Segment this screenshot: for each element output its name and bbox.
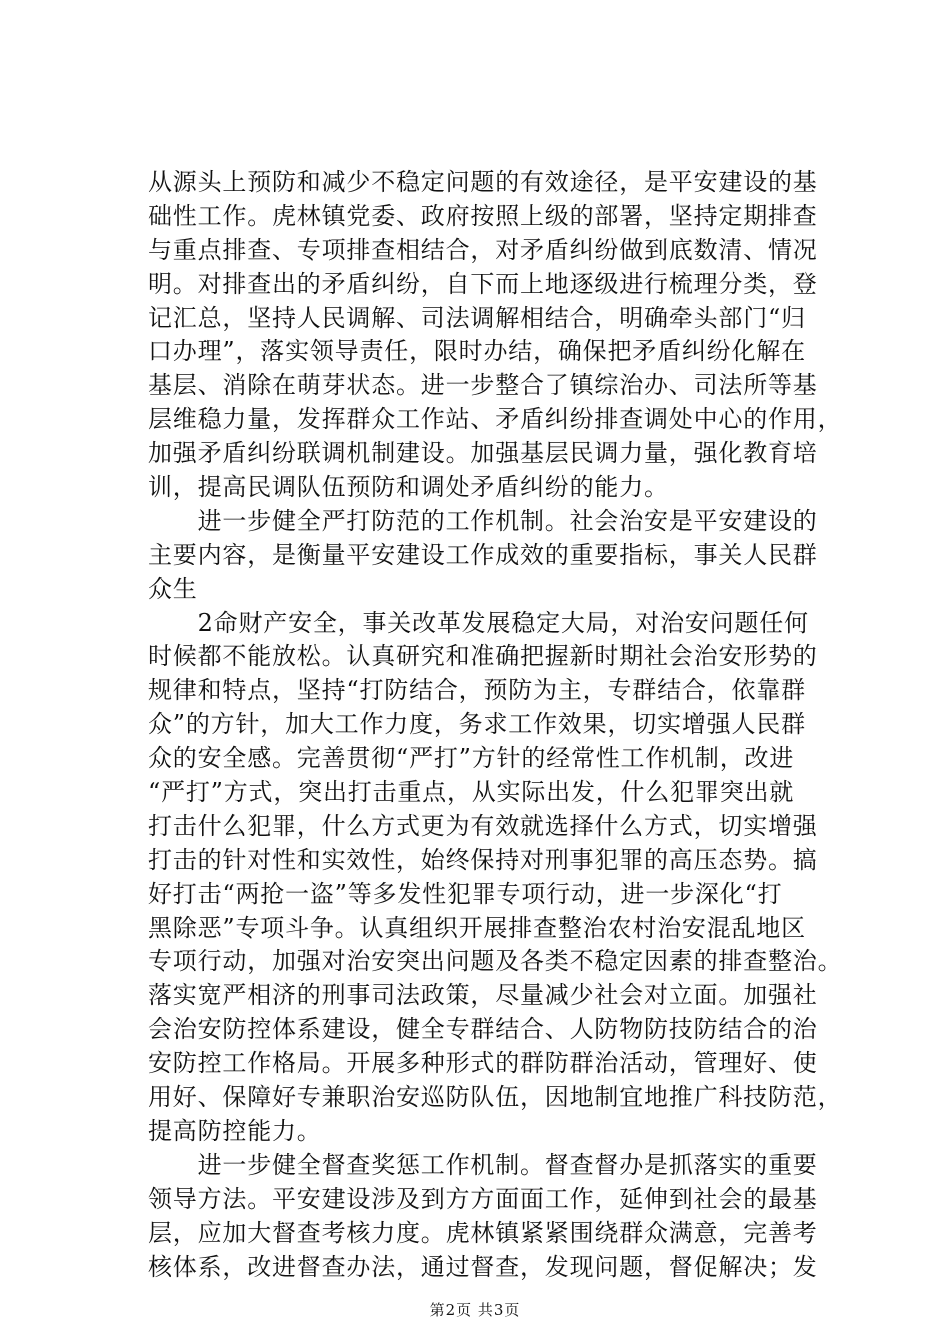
text-line: 主要内容，是衡量平安建设工作成效的重要指标，事关人民群 <box>148 540 818 569</box>
body-text <box>148 166 864 1284</box>
text-line: 核体系，改进督查办法，通过督查，发现问题，督促解决；发 <box>148 1252 818 1281</box>
page-number-footer: 第2页 共3页 <box>429 1301 521 1319</box>
text-line: 领导方法。平安建设涉及到方方面面工作，延伸到社会的最基 <box>148 1184 818 1213</box>
text-line: 记汇总，坚持人民调解、司法调解相结合，明确牵头部门“归 <box>148 303 806 332</box>
paragraph-start-line: 进一步健全督查奖惩工作机制。督查督办是抓落实的重要 <box>148 1150 818 1179</box>
text-line: 专项行动，加强对治安突出问题及各类不稳定因素的排查整治。 <box>148 947 843 976</box>
text-line: 会治安防控体系建设，健全专群结合、人防物防技防结合的治 <box>148 1015 818 1044</box>
text-line: 用好、保障好专兼职治安巡防队伍，因地制宜地推广科技防范， <box>148 1083 843 1112</box>
paragraph-start-line: 进一步健全严打防范的工作机制。社会治安是平安建设的 <box>148 506 818 535</box>
text-line: 落实宽严相济的刑事司法政策，尽量减少社会对立面。加强社 <box>148 981 818 1010</box>
text-line: “严打”方式，突出打击重点，从实际出发，什么犯罪突出就 <box>148 778 795 807</box>
text-line: 众”的方针，加大工作力度，务求工作效果，切实增强人民群 <box>148 710 806 739</box>
text-line: 打击什么犯罪，什么方式更为有效就选择什么方式，切实增强 <box>148 811 818 840</box>
text-line: 众的安全感。完善贯彻“严打”方针的经常性工作机制，改进 <box>148 744 795 773</box>
text-line: 基层、消除在萌芽状态。进一步整合了镇综治办、司法所等基 <box>148 371 818 400</box>
paragraph-start-line: 2命财产安全，事关改革发展稳定大局，对治安问题任何 <box>148 608 809 637</box>
text-line: 层维稳力量，发挥群众工作站、矛盾纠纷排查调处中心的作用， <box>148 405 843 434</box>
text-line: 众生 <box>148 574 198 603</box>
text-line: 提高防控能力。 <box>148 1116 322 1145</box>
text-line: 加强矛盾纠纷联调机制建设。加强基层民调力量，强化教育培 <box>148 439 818 468</box>
text-line: 好打击“两抢一盗”等多发性犯罪专项行动，进一步深化“打 <box>148 879 783 908</box>
text-line: 时候都不能放松。认真研究和准确把握新时期社会治安形势的 <box>148 642 818 671</box>
text-line: 从源头上预防和减少不稳定问题的有效途径，是平安建设的基 <box>148 168 818 196</box>
text-line: 规律和特点，坚持“打防结合，预防为主，专群结合，依靠群 <box>148 676 806 705</box>
text-line: 层，应加大督查考核力度。虎林镇紧紧围绕群众满意，完善考 <box>148 1218 818 1247</box>
text-line: 训，提高民调队伍预防和调处矛盾纠纷的能力。 <box>148 473 669 502</box>
text-line: 黑除恶”专项斗争。认真组织开展排查整治农村治安混乱地区 <box>148 913 806 942</box>
text-line: 础性工作。虎林镇党委、政府按照上级的部署，坚持定期排查 <box>148 201 818 230</box>
text-line: 与重点排查、专项排查相结合，对矛盾纠纷做到底数清、情况 <box>148 235 818 264</box>
text-line: 打击的针对性和实效性，始终保持对刑事犯罪的高压态势。搞 <box>148 845 818 874</box>
text-line: 安防控工作格局。开展多种形式的群防群治活动，管理好、使 <box>148 1049 818 1078</box>
text-line: 明。对排查出的矛盾纠纷，自下而上地逐级进行梳理分类，登 <box>148 269 818 298</box>
text-line: 口办理”，落实领导责任，限时办结，确保把矛盾纠纷化解在 <box>148 337 806 366</box>
